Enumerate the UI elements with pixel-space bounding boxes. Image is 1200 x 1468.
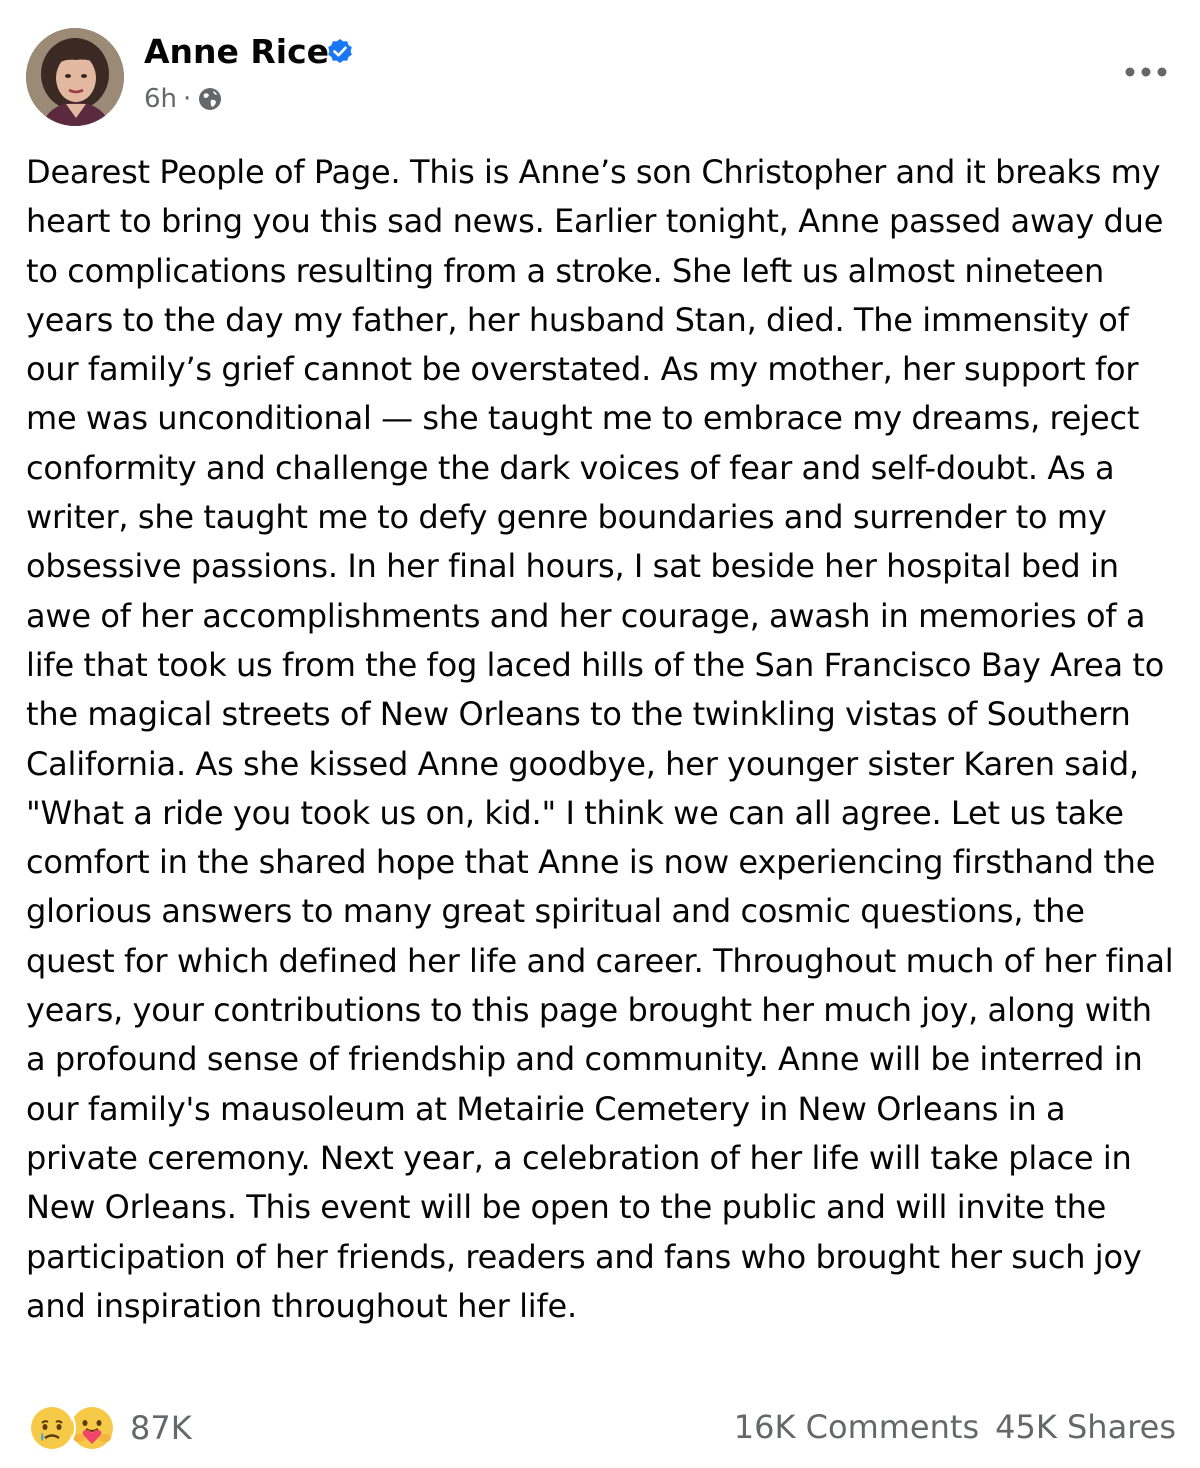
more-options-icon[interactable] [1124, 64, 1168, 80]
globe-icon[interactable] [197, 86, 223, 112]
post-body-text: Dearest People of Page. This is Anne’s son Christopher and it breaks my heart to bring you this sad news. Earlier tonight, Anne passed away due to complications resulting from a stroke. She left us almost nineteen years to the day my father, her husband Stan, died. The immensity of our family’s grief cannot be overstated. As my mother, her support for me was unconditional — she taught me to embrace my dreams, reject conformity and challenge the dark voices of fear and self-doubt. As a writer, she taught me to defy genre boundaries and surrender to my obsessive passions. In her final hours, I sat beside her hospital bed in awe of her accomplishments and her courage, awash in memories of a life that took us from the fog laced hills of the San Francisco Bay Area to the magical streets of New Orleans to the twinkling vistas of Southern California. As she kissed Anne goodbye, her younger sister Karen said, "What a ride you took us on, kid." I think we can all agree. Let us take comfort in the shared hope that Anne is now experiencing firsthand the glorious answers to many great spiritual and cosmic questions, the quest for which defined her life and career. Throughout much of her final years, your contributions to this page brought her much joy, along with a profound sense of friendship and community. Anne will be interred in our family's mausoleum at Metairie Cemetery in New Orleans in a private ceremony. Next year, a celebration of her life will take place in New Orleans. This event will be open to the public and will invite the participation of her friends, readers and fans who brought her such joy and inspiration throughout her life. [26, 153, 1174, 1325]
verified-badge-icon [326, 38, 354, 66]
post-timestamp[interactable]: 6h [144, 84, 178, 114]
avatar[interactable] [26, 28, 124, 126]
sad-reaction-icon [28, 1404, 76, 1452]
post-stats [734, 1408, 1176, 1446]
meta-separator: · [183, 84, 192, 114]
comments-count[interactable]: 16K Comments [733, 1408, 980, 1446]
reactions-summary[interactable] [28, 1404, 192, 1452]
avatar-image [26, 28, 124, 126]
post-header [26, 28, 1176, 128]
author-name[interactable]: Anne Rice [144, 32, 330, 71]
reaction-count[interactable]: 87K [130, 1409, 192, 1447]
post-footer [28, 1404, 1176, 1454]
shares-count[interactable]: 45K Shares [995, 1408, 1176, 1446]
post-meta [144, 84, 223, 114]
